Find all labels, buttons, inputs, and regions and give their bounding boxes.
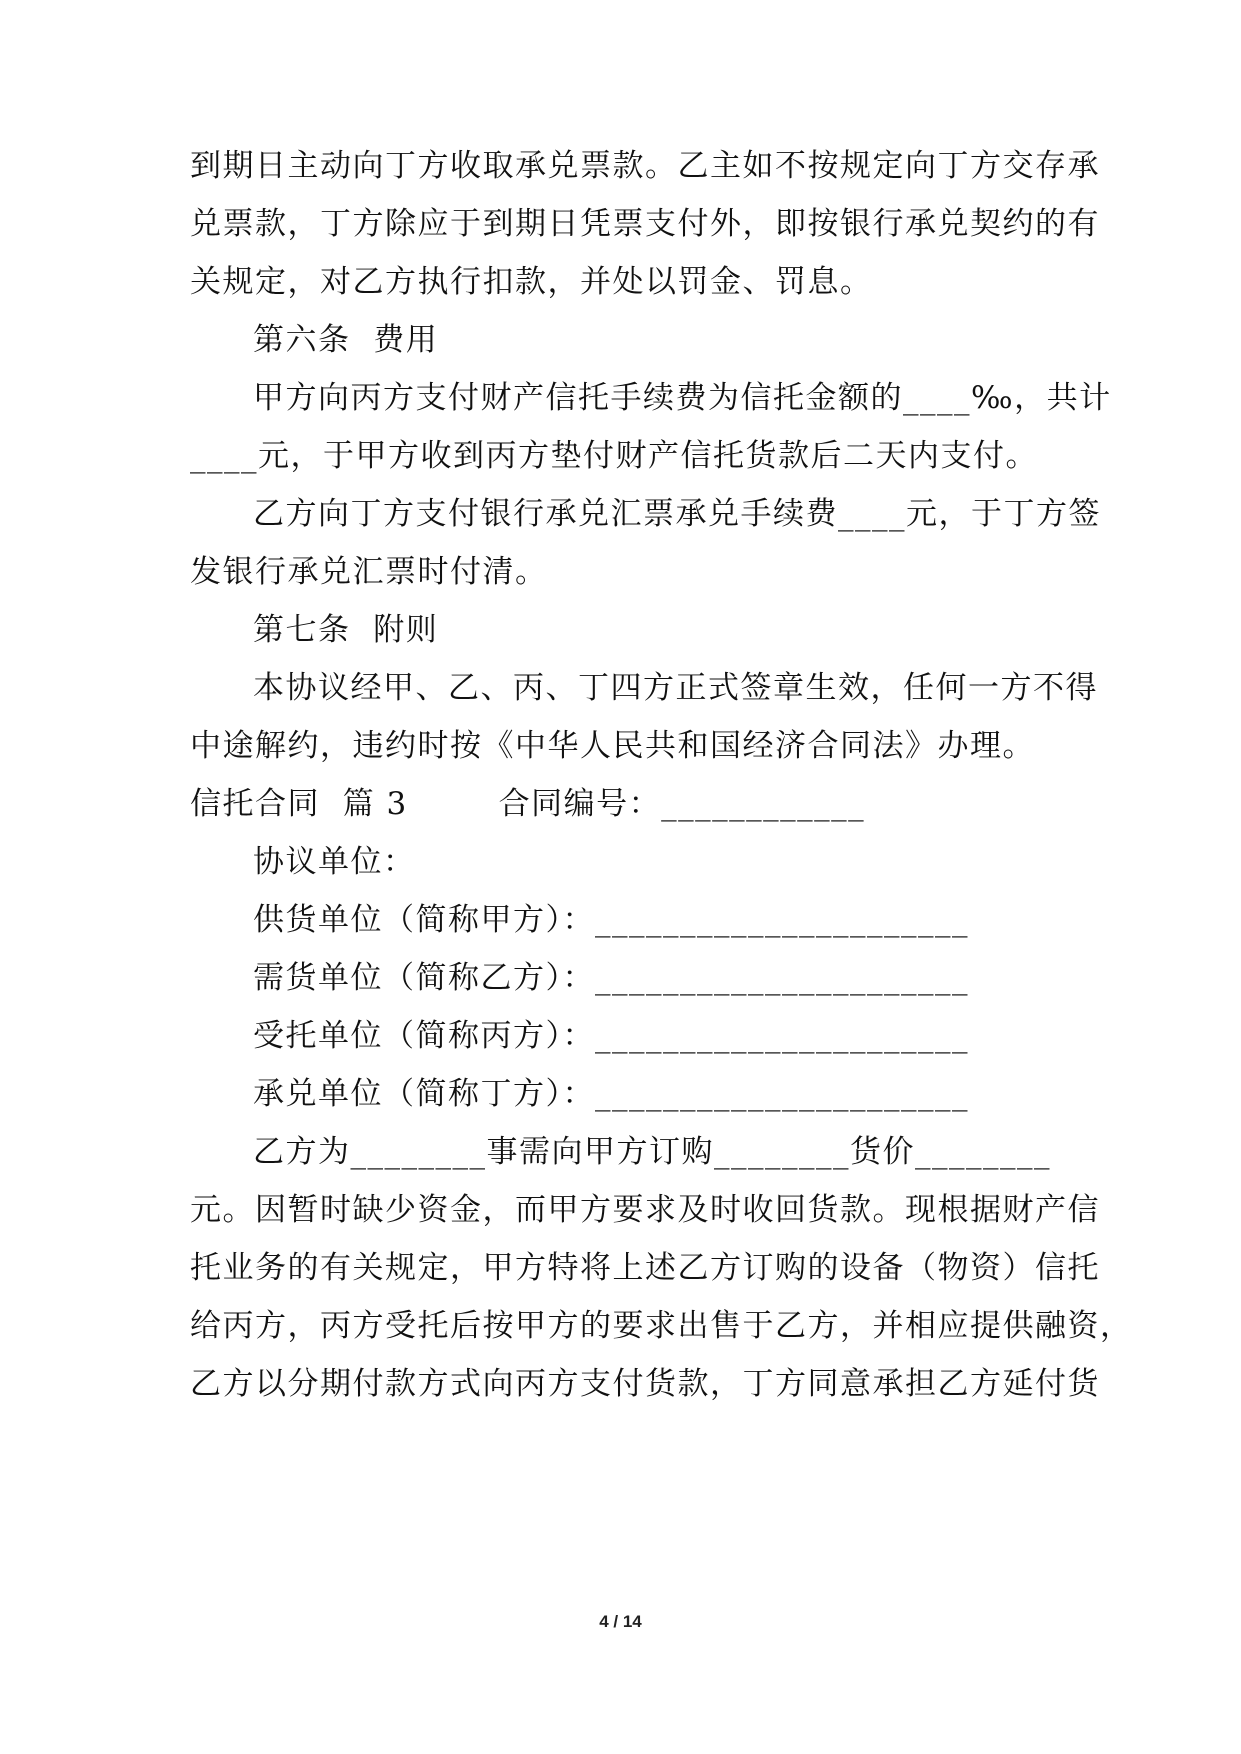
text-line: 到期日主动向丁方收取承兑票款。乙主如不按规定向丁方交存承 xyxy=(190,148,1100,184)
text-line: 协议单位： xyxy=(253,844,416,880)
party-line: 受托单位（简称丙方）：______________________ xyxy=(253,1018,969,1054)
text-line: 本协议经甲、乙、丙、丁四方正式签章生效，任何一方不得 xyxy=(253,670,1098,706)
section-heading: 第六条 费用 xyxy=(253,322,439,358)
section-heading: 第七条 附则 xyxy=(253,612,439,648)
text-line: 托业务的有关规定，甲方特将上述乙方订购的设备（物资）信托 xyxy=(190,1250,1100,1286)
text-line: 元。因暂时缺少资金，而甲方要求及时收回货款。现根据财产信 xyxy=(190,1192,1100,1228)
text-line: 发银行承兑汇票时付清。 xyxy=(190,554,548,590)
party-line: 承兑单位（简称丁方）：______________________ xyxy=(253,1076,969,1112)
text-line: 乙方为________事需向甲方订购________货价________ xyxy=(253,1134,1051,1170)
text-line: 关规定，对乙方执行扣款，并处以罚金、罚息。 xyxy=(190,264,873,300)
text-line: 给丙方，丙方受托后按甲方的要求出售于乙方，并相应提供融资， xyxy=(190,1308,1133,1344)
text-line: ____元，于甲方收到丙方垫付财产信托货款后二天内支付。 xyxy=(190,438,1038,474)
contract-title-line: 信托合同 篇 3 合同编号：____________ xyxy=(190,786,866,822)
text-line: 兑票款，丁方除应于到期日凭票支付外，即按银行承兑契约的有 xyxy=(190,206,1100,242)
text-line: 中途解约，违约时按《中华人民共和国经济合同法》办理。 xyxy=(190,728,1035,764)
text-line: 甲方向丙方支付财产信托手续费为信托金额的____‰，共计 xyxy=(253,380,1112,416)
party-line: 供货单位（简称甲方）：______________________ xyxy=(253,902,969,938)
text-line: 乙方向丁方支付银行承兑汇票承兑手续费____元，于丁方签 xyxy=(253,496,1101,532)
party-line: 需货单位（简称乙方）：______________________ xyxy=(253,960,969,996)
text-line: 乙方以分期付款方式向丙方支付货款，丁方同意承担乙方延付货 xyxy=(190,1366,1100,1402)
page-number: 4 / 14 xyxy=(599,1612,642,1631)
